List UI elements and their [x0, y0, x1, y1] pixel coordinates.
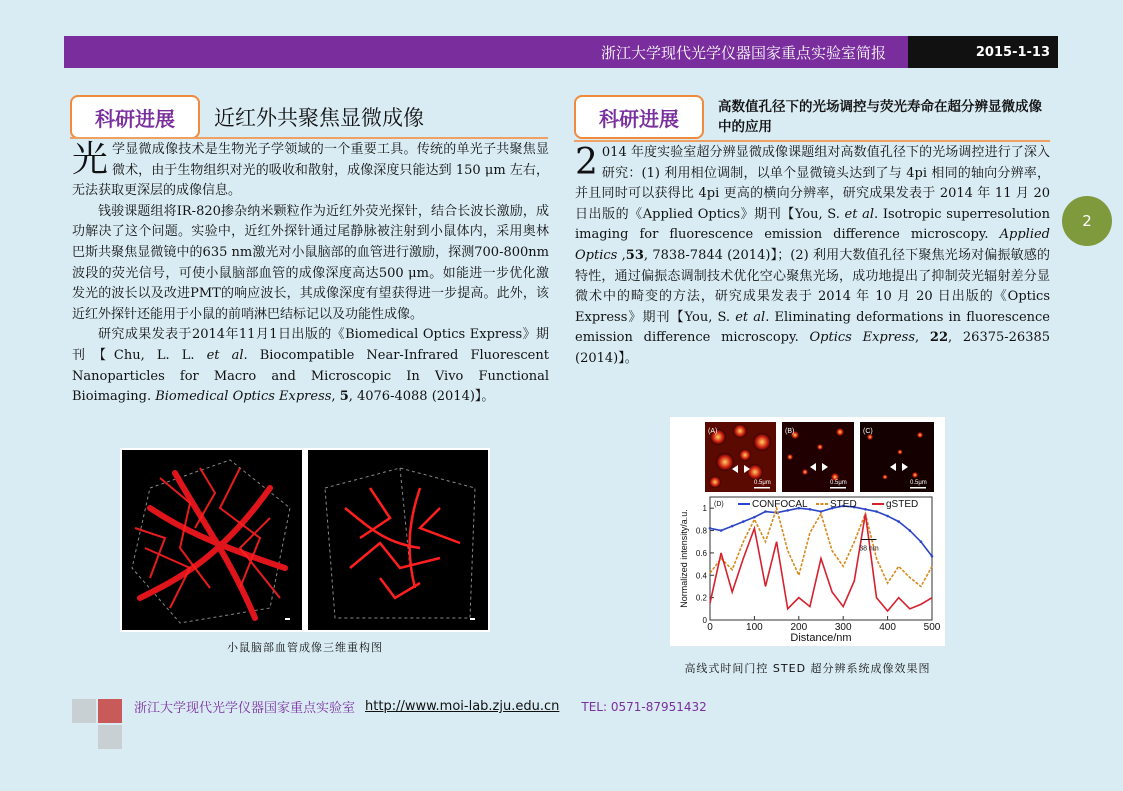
footer-url-link[interactable]: http://www.moi-lab.zju.edu.cn	[365, 699, 560, 714]
right-figure-caption: 高线式时间门控 STED 超分辨系统成像效果图	[684, 662, 931, 675]
x-tick-label: 0	[707, 622, 713, 633]
panel-a-label: (A)	[708, 428, 718, 435]
footer-square-2	[98, 699, 122, 723]
header-bar	[64, 36, 1058, 68]
data-point	[920, 540, 923, 543]
scale-label-a: 0.5μm	[754, 480, 771, 486]
left-dropcap: 光	[72, 139, 109, 180]
left-section-rule	[70, 137, 548, 139]
data-point	[864, 508, 867, 511]
left-section-title: 近红外共聚焦显微成像	[214, 106, 424, 130]
left-article-body	[72, 140, 549, 408]
scale-label-c: 0.5μm	[910, 480, 927, 486]
right-figure	[670, 417, 945, 646]
footer-tel: TEL: 0571-87951432	[581, 699, 707, 714]
data-point	[753, 516, 756, 519]
footer	[134, 697, 707, 716]
data-point	[897, 520, 900, 523]
x-tick-label: 200	[790, 622, 808, 633]
data-point	[909, 529, 912, 532]
intensity-plot	[679, 497, 941, 644]
x-tick-label: 300	[834, 622, 852, 633]
right-section-title: 高数值孔径下的光场调控与荧光寿命在超分辨显微成像中的应用	[718, 99, 1042, 135]
footer-square-1	[72, 699, 96, 723]
y-tick-label: 1	[702, 504, 707, 514]
panel-d-label: (D)	[714, 501, 724, 508]
legend-label-confocal: CONFOCAL	[752, 499, 808, 510]
footer-lab-name: 浙江大学现代光学仪器国家重点实验室	[134, 701, 356, 716]
data-point	[709, 527, 712, 530]
x-tick-label: 100	[746, 622, 763, 633]
y-tick-label: 0.8	[695, 526, 707, 536]
left-paragraph-3: 研究成果发表于2014年11月1日出版的《Biomedical Optics Express》期刊【Chu, L. L. et al. Biocompatible Near-Infrared Fluorescent Nanoparticles for Macro and Microscopic In Vivo Functional Bioimaging. Biomedical Optics Express, 5, 4076-4088 (2014)】。	[72, 327, 549, 405]
right-paragraph-1: 014 年度实验室超分辨显微成像课题组对高数值孔径下的光场调控进行了深入研究：(1) 利用相位调制，以单个显微镜头达到了与 4pi 相同的轴向分辨率，并且同时可以获得比 4pi 更高的横向分辨率，研究成果发表于 2014 年 11 月 20 日出版的《Applied Optics》期刊【You, S. et al. Isotropic superresolution imaging for fluorescence emission difference microscopy. Applied Optics ,53, 7838-7844 (2014)】；(2) 利用大数值孔径下聚焦光场对偏振敏感的特性，通过偏振态调制技术优化空心聚焦光场，成功地提出了抑制荧光辐射差分显微术中的畸变的方法，研究成果发表于 2014 年 10 月 20 日出版的《Optics Express》期刊【You, S. et al. Eliminating deformations in fluorescence emission difference microscopy. Optics Express, 22, 26375-26385 (2014)】。	[575, 145, 1051, 366]
vessel-3d-images	[120, 448, 490, 632]
left-section-badge: 科研进展	[70, 95, 200, 139]
data-point	[720, 529, 723, 532]
left-paragraph-1: 学显微成像技术是生物光子学领域的一个重要工具。传统的单光子共聚焦显微术，由于生物组织对光的吸收和散射，成像深度只能达到 150 μm 左右，无法获取更深层的成像信息。	[72, 142, 549, 199]
legend-label-sted: STED	[830, 499, 857, 510]
y-axis-label: Normalized intensity/a.u.	[679, 509, 689, 608]
image-panels	[705, 422, 934, 492]
left-figure	[120, 448, 490, 632]
data-point	[886, 515, 889, 518]
x-tick-label: 400	[879, 622, 896, 633]
data-point	[742, 520, 745, 523]
y-tick-label: 0.2	[695, 593, 707, 603]
right-dropcap: 2	[575, 142, 598, 183]
y-tick-label: 0.6	[695, 548, 707, 558]
page-number: 2	[1062, 196, 1112, 246]
left-figure-caption: 小鼠脑部血管成像三维重构图	[227, 641, 383, 654]
header-date: 2015-1-13	[908, 36, 1058, 68]
header-title: 浙江大学现代光学仪器国家重点实验室简报	[64, 36, 908, 68]
scale-label-b: 0.5μm	[830, 480, 847, 486]
data-point	[731, 525, 734, 528]
footer-square-3	[98, 725, 122, 749]
data-point	[764, 510, 767, 513]
right-section-head	[574, 95, 1054, 139]
data-point	[875, 510, 878, 513]
y-tick-label: 0.4	[695, 571, 707, 581]
left-paragraph-2: 钱骏课题组将IR-820掺杂纳米颗粒作为近红外荧光探针，结合长波长激励，成功解决了这个问题。实验中，近红外探针通过尾静脉被注射到小鼠体内，采用奥林巴斯共聚焦显微镜中的635 nm激光对小鼠脑部的血管进行激励，探测700-800nm波段的荧光信号，可使小鼠脑部血管的成像深度高达500 μm。如能进一步优化激发光的波长以及改进PMT的响应波长，其成像深度有望获得进一步提高。此外，该近红外探针还能用于小鼠的前哨淋巴结标记以及功能性成像。	[72, 203, 549, 322]
x-tick-label: 500	[923, 622, 941, 633]
right-section-badge: 科研进展	[574, 95, 704, 139]
left-section-head	[70, 95, 424, 139]
right-section-rule	[574, 140, 1050, 142]
data-point	[809, 508, 812, 511]
y-tick-label: 0	[702, 616, 707, 625]
right-article-body	[575, 143, 1050, 370]
data-point	[931, 555, 934, 558]
panel-b-label: (B)	[785, 428, 795, 435]
panel-c-label: (C)	[863, 428, 873, 435]
annotation-label: 38 nm	[859, 545, 879, 553]
legend-label-gsted: gSTED	[886, 499, 919, 510]
sted-figure	[670, 417, 945, 646]
x-axis-label: Distance/nm	[790, 632, 852, 644]
